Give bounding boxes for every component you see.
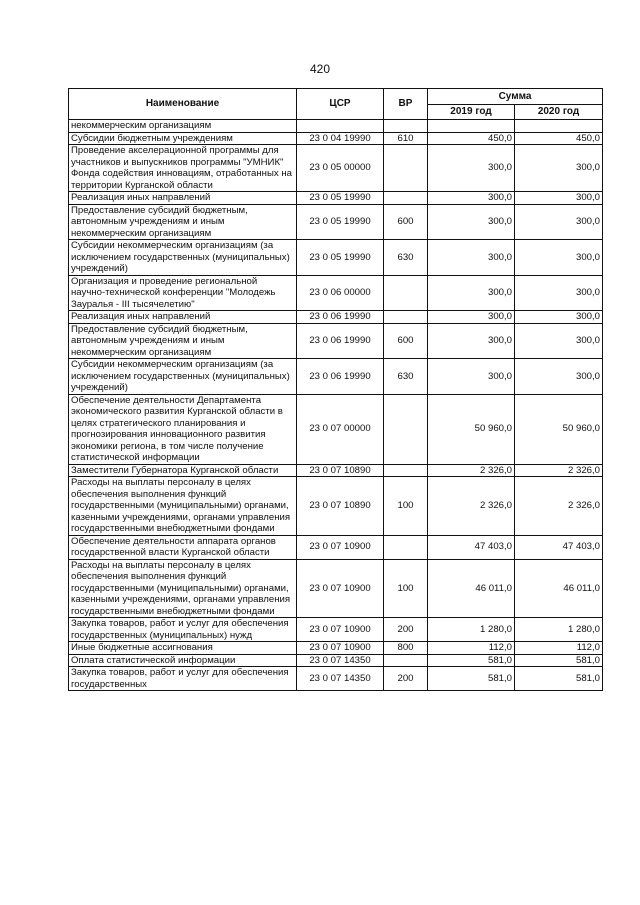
table-row bbox=[69, 204, 603, 240]
cell-y2020: 300,0 bbox=[515, 311, 603, 324]
cell-y2019: 50 960,0 bbox=[428, 394, 515, 464]
cell-y2019: 112,0 bbox=[428, 642, 515, 655]
table-row bbox=[69, 394, 603, 464]
cell-y2020: 300,0 bbox=[515, 359, 603, 395]
cell-y2019: 2 326,0 bbox=[428, 464, 515, 477]
cell-y2019: 300,0 bbox=[428, 240, 515, 276]
table-row bbox=[69, 642, 603, 655]
cell-name: Реализация иных направлений bbox=[69, 192, 297, 205]
cell-name: Субсидии некоммерческим организациям (за исключением государственных (муниципальных) учреждений) bbox=[69, 240, 297, 276]
cell-name: Расходы на выплаты персоналу в целях обеспечения выполнения функций государственными (муниципальными) органами, казенными учреждениями, органами управления государственными внебюджетными фондами bbox=[69, 559, 297, 618]
table-row bbox=[69, 240, 603, 276]
cell-y2020: 300,0 bbox=[515, 192, 603, 205]
cell-name: Проведение акселерационной программы для участников и выпускников программы "УМНИК" Фонда содействия инновациям, отработанных на территории Курганской области bbox=[69, 145, 297, 192]
cell-y2019: 300,0 bbox=[428, 359, 515, 395]
table-row bbox=[69, 145, 603, 192]
cell-csr: 23 0 07 10900 bbox=[297, 618, 384, 642]
cell-csr: 23 0 07 10890 bbox=[297, 464, 384, 477]
cell-vr bbox=[384, 394, 428, 464]
cell-y2019: 1 280,0 bbox=[428, 618, 515, 642]
cell-vr bbox=[384, 654, 428, 667]
cell-csr: 23 0 06 19990 bbox=[297, 323, 384, 359]
cell-csr bbox=[297, 120, 384, 133]
cell-y2020: 47 403,0 bbox=[515, 535, 603, 559]
table-row bbox=[69, 311, 603, 324]
header-sum: Сумма bbox=[428, 89, 603, 105]
cell-y2019: 300,0 bbox=[428, 275, 515, 311]
header-name: Наименование bbox=[69, 89, 297, 120]
cell-y2020: 2 326,0 bbox=[515, 477, 603, 536]
header-csr: ЦСР bbox=[297, 89, 384, 120]
cell-y2019: 47 403,0 bbox=[428, 535, 515, 559]
cell-name: Субсидии бюджетным учреждениям bbox=[69, 132, 297, 145]
cell-csr: 23 0 07 10900 bbox=[297, 535, 384, 559]
header-vr: ВР bbox=[384, 89, 428, 120]
cell-name: Заместители Губернатора Курганской области bbox=[69, 464, 297, 477]
cell-csr: 23 0 07 14350 bbox=[297, 654, 384, 667]
cell-name: некоммерческим организациям bbox=[69, 120, 297, 133]
cell-y2019: 581,0 bbox=[428, 654, 515, 667]
cell-csr: 23 0 06 19990 bbox=[297, 359, 384, 395]
cell-name: Обеспечение деятельности Департамента экономического развития Курганской области в целях стратегического планирования и прогнозирования инновационного развития экономики региона, в том числе получение статистической информации bbox=[69, 394, 297, 464]
cell-vr: 600 bbox=[384, 323, 428, 359]
cell-vr bbox=[384, 535, 428, 559]
cell-vr: 200 bbox=[384, 667, 428, 691]
table-row bbox=[69, 464, 603, 477]
cell-vr bbox=[384, 192, 428, 205]
table-row bbox=[69, 359, 603, 395]
cell-y2019 bbox=[428, 120, 515, 133]
cell-vr bbox=[384, 275, 428, 311]
cell-y2020: 46 011,0 bbox=[515, 559, 603, 618]
cell-name: Субсидии некоммерческим организациям (за исключением государственных (муниципальных) учреждений) bbox=[69, 359, 297, 395]
cell-vr: 800 bbox=[384, 642, 428, 655]
cell-y2020: 300,0 bbox=[515, 145, 603, 192]
cell-csr: 23 0 07 14350 bbox=[297, 667, 384, 691]
table-row bbox=[69, 618, 603, 642]
cell-name: Расходы на выплаты персоналу в целях обеспечения выполнения функций государственными (муниципальными) органами, казенными учреждениями, органами управления государственными внебюджетными фондами bbox=[69, 477, 297, 536]
cell-vr: 630 bbox=[384, 359, 428, 395]
page-number: 420 bbox=[309, 62, 331, 76]
cell-y2019: 300,0 bbox=[428, 192, 515, 205]
cell-y2020: 300,0 bbox=[515, 323, 603, 359]
cell-name: Организация и проведение региональной научно-технической конференции "Молодежь Зауралья - III тысячелетию" bbox=[69, 275, 297, 311]
cell-y2020: 2 326,0 bbox=[515, 464, 603, 477]
cell-y2020: 112,0 bbox=[515, 642, 603, 655]
table-row bbox=[69, 275, 603, 311]
cell-vr: 630 bbox=[384, 240, 428, 276]
cell-y2020: 581,0 bbox=[515, 667, 603, 691]
cell-vr bbox=[384, 311, 428, 324]
header-2020: 2020 год bbox=[515, 104, 603, 120]
cell-y2019: 300,0 bbox=[428, 323, 515, 359]
cell-name: Предоставление субсидий бюджетным, автономным учреждениям и иным некоммерческим организациям bbox=[69, 323, 297, 359]
table-row bbox=[69, 323, 603, 359]
cell-name: Обеспечение деятельности аппарата органов государственной власти Курганской области bbox=[69, 535, 297, 559]
cell-csr: 23 0 06 00000 bbox=[297, 275, 384, 311]
table-row bbox=[69, 654, 603, 667]
cell-csr: 23 0 04 19990 bbox=[297, 132, 384, 145]
cell-y2020: 300,0 bbox=[515, 275, 603, 311]
header-2019: 2019 год bbox=[428, 104, 515, 120]
header-row bbox=[69, 89, 603, 105]
cell-y2020: 581,0 bbox=[515, 654, 603, 667]
cell-y2020: 1 280,0 bbox=[515, 618, 603, 642]
cell-vr bbox=[384, 120, 428, 133]
cell-y2020: 300,0 bbox=[515, 240, 603, 276]
cell-vr bbox=[384, 145, 428, 192]
cell-csr: 23 0 05 19990 bbox=[297, 204, 384, 240]
cell-name: Оплата статистической информации bbox=[69, 654, 297, 667]
cell-y2020 bbox=[515, 120, 603, 133]
cell-y2019: 581,0 bbox=[428, 667, 515, 691]
cell-name: Закупка товаров, работ и услуг для обеспечения государственных (муниципальных) нужд bbox=[69, 618, 297, 642]
cell-vr: 610 bbox=[384, 132, 428, 145]
cell-csr: 23 0 07 10900 bbox=[297, 559, 384, 618]
cell-vr bbox=[384, 464, 428, 477]
cell-csr: 23 0 05 19990 bbox=[297, 192, 384, 205]
cell-y2020: 450,0 bbox=[515, 132, 603, 145]
cell-csr: 23 0 05 19990 bbox=[297, 240, 384, 276]
cell-vr: 200 bbox=[384, 618, 428, 642]
table-row bbox=[69, 535, 603, 559]
cell-vr: 100 bbox=[384, 559, 428, 618]
cell-csr: 23 0 05 00000 bbox=[297, 145, 384, 192]
table-row bbox=[69, 559, 603, 618]
cell-name: Закупка товаров, работ и услуг для обеспечения государственных bbox=[69, 667, 297, 691]
budget-table bbox=[68, 88, 603, 691]
table-row bbox=[69, 192, 603, 205]
cell-vr: 100 bbox=[384, 477, 428, 536]
cell-csr: 23 0 07 10900 bbox=[297, 642, 384, 655]
cell-y2020: 300,0 bbox=[515, 204, 603, 240]
table-body bbox=[69, 120, 603, 691]
cell-name: Предоставление субсидий бюджетным, автономным учреждениям и иным некоммерческим организациям bbox=[69, 204, 297, 240]
cell-csr: 23 0 07 10890 bbox=[297, 477, 384, 536]
cell-name: Реализация иных направлений bbox=[69, 311, 297, 324]
table-row bbox=[69, 667, 603, 691]
cell-csr: 23 0 06 19990 bbox=[297, 311, 384, 324]
cell-vr: 600 bbox=[384, 204, 428, 240]
cell-name: Иные бюджетные ассигнования bbox=[69, 642, 297, 655]
table-row bbox=[69, 477, 603, 536]
cell-y2019: 2 326,0 bbox=[428, 477, 515, 536]
cell-y2019: 300,0 bbox=[428, 204, 515, 240]
table-row bbox=[69, 132, 603, 145]
cell-y2019: 300,0 bbox=[428, 311, 515, 324]
table-row bbox=[69, 120, 603, 133]
cell-y2019: 450,0 bbox=[428, 132, 515, 145]
cell-y2020: 50 960,0 bbox=[515, 394, 603, 464]
cell-csr: 23 0 07 00000 bbox=[297, 394, 384, 464]
cell-y2019: 300,0 bbox=[428, 145, 515, 192]
cell-y2019: 46 011,0 bbox=[428, 559, 515, 618]
